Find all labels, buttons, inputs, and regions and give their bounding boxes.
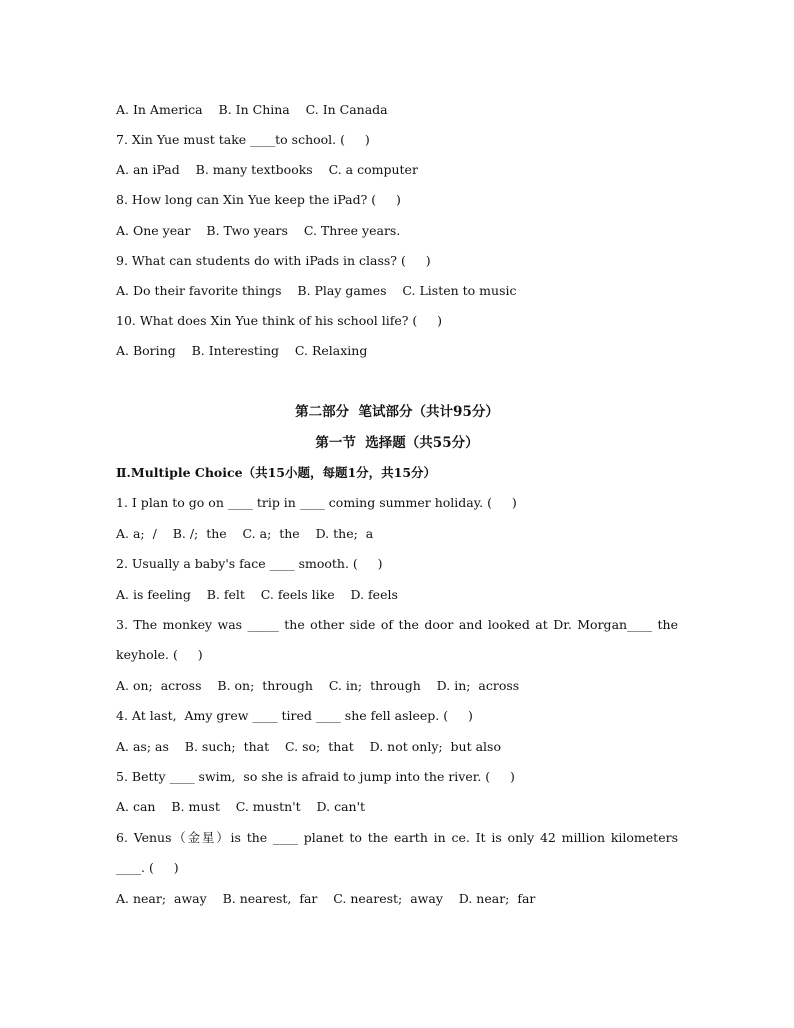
- q7-options: A. an iPad B. many textbooks C. a computer: [116, 162, 418, 177]
- mc-q1-stem: 1. I plan to go on ____ trip in ____ coming summer holiday. ( ): [116, 495, 517, 510]
- q9-options: A. Do their favorite things B. Play games C. Listen to music: [116, 283, 517, 298]
- mc-q5-stem: 5. Betty ____ swim, so she is afraid to jump into the river. ( ): [116, 769, 515, 784]
- q9-stem: 9. What can students do with iPads in class? ( ): [116, 253, 431, 268]
- mc-q1-options: A. a; / B. /; the C. a; the D. the; a: [116, 526, 374, 541]
- mc-q4-stem: 4. At last, Amy grew ____ tired ____ she fell asleep. ( ): [116, 708, 473, 723]
- mc-q5-options: A. can B. must C. mustn't D. can't: [116, 799, 366, 814]
- mc-q4-options: A. as; as B. such; that C. so; that D. not only; but also: [116, 739, 501, 754]
- multiple-choice-title: Ⅱ.Multiple Choice（共15小题，每题1分，共15分）: [116, 465, 437, 480]
- mc-q6-options: A. near; away B. nearest, far C. nearest; away D. near; far: [116, 891, 536, 906]
- q10-options: A. Boring B. Interesting C. Relaxing: [116, 343, 368, 358]
- q8-stem: 8. How long can Xin Yue keep the iPad? ( ): [116, 192, 401, 207]
- mc-q6-stem-line2: ____. ( ): [116, 860, 179, 875]
- q8-options: A. One year B. Two years C. Three years.: [116, 223, 401, 238]
- mc-q6-stem-line1: 6. Venus（金星）is the ____ planet to the earth in ce. It is only 42 million kilometers: [116, 830, 678, 845]
- q7-stem: 7. Xin Yue must take ____to school. ( ): [116, 132, 370, 147]
- mc-q2-options: A. is feeling B. felt C. feels like D. feels: [116, 587, 398, 602]
- mc-q3-stem-line1: 3. The monkey was _____ the other side of the door and looked at Dr. Morgan____ the: [116, 617, 678, 632]
- mc-q3-options: A. on; across B. on; through C. in; through D. in; across: [116, 678, 520, 693]
- mc-q3-stem-line2: keyhole. ( ): [116, 647, 203, 662]
- part-two-title: 第二部分 笔试部分（共计95分）: [295, 404, 499, 420]
- q6-options: A. In America B. In China C. In Canada: [116, 102, 388, 117]
- section-one-title: 第一节 选择题（共55分）: [315, 435, 479, 451]
- mc-q2-stem: 2. Usually a baby's face ____ smooth. ( ): [116, 556, 383, 571]
- q10-stem: 10. What does Xin Yue think of his school life? ( ): [116, 313, 443, 328]
